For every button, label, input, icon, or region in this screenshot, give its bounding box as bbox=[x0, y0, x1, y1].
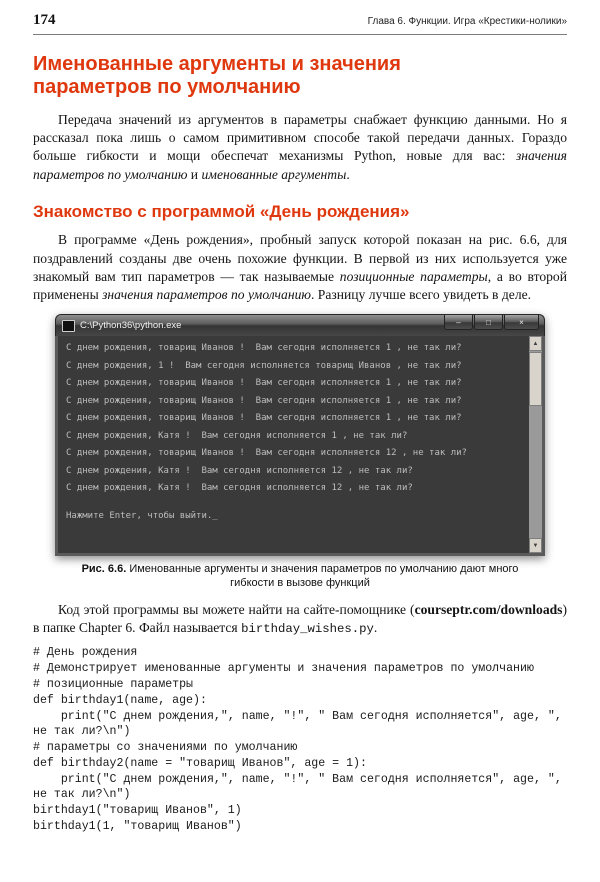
maximize-button[interactable]: □ bbox=[474, 315, 503, 330]
section-title-named-arguments: Именованные аргументы и значения параметров по умолчанию bbox=[33, 53, 401, 98]
console-exit-prompt: Нажмите Enter, чтобы выйти._ bbox=[66, 510, 218, 521]
console-line: С днем рождения, товарищ Иванов ! Вам сегодня исполняется 1 , не так ли? bbox=[66, 343, 462, 354]
scroll-down-icon[interactable]: ▼ bbox=[529, 538, 542, 553]
code-line: birthday1(1, "товарищ Иванов") bbox=[33, 819, 242, 833]
code-line: # День рождения bbox=[33, 646, 138, 660]
code-listing bbox=[33, 645, 567, 834]
text-run: . bbox=[373, 619, 378, 635]
minimize-button[interactable]: – bbox=[444, 315, 473, 330]
scrollbar-thumb[interactable] bbox=[529, 352, 542, 406]
download-site-url: courseptr.com/downloads bbox=[414, 601, 563, 617]
code-line: # Демонстрирует именованные аргументы и значения параметров по умолчанию bbox=[33, 662, 534, 676]
term-default-parameter-values: значения параметров по умолчанию bbox=[102, 286, 311, 302]
figure-6-6 bbox=[33, 314, 567, 591]
page-header bbox=[33, 12, 567, 35]
term-keyword-arguments: именованные аргументы bbox=[201, 166, 347, 182]
code-line: def birthday1(name, age): bbox=[33, 693, 207, 707]
code-line: birthday1("товарищ Иванов", 1) bbox=[33, 804, 242, 818]
window-controls bbox=[443, 315, 544, 330]
console-line: С днем рождения, товарищ Иванов ! Вам сегодня исполняется 12 , не так ли? bbox=[66, 448, 467, 459]
code-line: print("С днем рождения,", name, "!", " Вам сегодня исполняется", age, ", не так ли?\n") bbox=[33, 709, 569, 739]
text-run: . bbox=[346, 166, 350, 182]
figure-caption-text: Именованные аргументы и значения параметров по умолчанию дают много гибкости в вызове функций bbox=[126, 563, 519, 590]
text-run: Код этой программы вы можете найти на сайте-помощнике ( bbox=[58, 601, 415, 617]
term-positional-parameters: позиционные параметры bbox=[339, 268, 488, 284]
console-line: С днем рождения, товарищ Иванов ! Вам сегодня исполняется 1 , не так ли? bbox=[66, 378, 462, 389]
code-line: # позиционные параметры bbox=[33, 677, 194, 691]
figure-caption bbox=[60, 562, 540, 591]
console-line: С днем рождения, Катя ! Вам сегодня исполняется 12 , не так ли? bbox=[66, 465, 413, 476]
console-output-area bbox=[55, 336, 545, 556]
section-title-birthday-program: Знакомство с программой «День рождения» bbox=[33, 201, 410, 221]
console-line: С днем рождения, Катя ! Вам сегодня исполняется 1 , не так ли? bbox=[66, 430, 408, 441]
filename-birthday-wishes: birthday_wishes.py bbox=[241, 621, 374, 636]
text-run: и bbox=[187, 166, 202, 182]
console-line: С днем рождения, Катя ! Вам сегодня исполняется 12 , не так ли? bbox=[66, 483, 413, 494]
text-run: Передача значений из аргументов в параметры снабжает функцию данными. Но я рассказал пока лишь о самом примитивном способе такой передачи данных. Гораздо больше гибкости и мощи обеспечат механизмы Python, новые для вас: bbox=[33, 112, 567, 164]
figure-label: Рис. 6.6. bbox=[81, 563, 127, 576]
page-number: 174 bbox=[33, 12, 56, 28]
console-window-title: C:\Python36\python.exe bbox=[80, 320, 182, 332]
code-line: def birthday2(name = "товарищ Иванов", age = 1): bbox=[33, 756, 367, 770]
text-run: . Разницу лучше всего увидеть в деле. bbox=[310, 286, 532, 302]
text-run: , а во второй применены bbox=[33, 268, 567, 302]
term-default-values: значения параметров по умолчанию bbox=[33, 148, 567, 182]
text-run: В программе «День рождения», пробный запуск которой показан на рис. 6.6, для поздравлений созданы две очень похожие функции. В первой из них используется уже знакомый вам тип параметров — так называемые bbox=[33, 232, 567, 284]
scroll-up-icon[interactable]: ▲ bbox=[529, 336, 542, 351]
paragraph-birthday-program bbox=[33, 231, 567, 304]
paragraph-download-info bbox=[33, 601, 567, 638]
scrollbar-track[interactable] bbox=[529, 407, 542, 538]
console-line: С днем рождения, товарищ Иванов ! Вам сегодня исполняется 1 , не так ли? bbox=[66, 395, 462, 406]
console-window bbox=[55, 314, 545, 556]
paragraph-named-arguments bbox=[33, 111, 567, 184]
console-line: С днем рождения, 1 ! Вам сегодня исполняется товарищ Иванов , не так ли? bbox=[66, 360, 462, 371]
console-line: С днем рождения, товарищ Иванов ! Вам сегодня исполняется 1 , не так ли? bbox=[66, 413, 462, 424]
console-app-icon bbox=[62, 320, 75, 332]
console-output bbox=[58, 336, 529, 553]
running-title: Глава 6. Функции. Игра «Крестики-нолики» bbox=[367, 16, 567, 27]
code-line: # параметры со значениями по умолчанию bbox=[33, 741, 298, 755]
text-run: ) в папке Chapter 6. Файл называется bbox=[33, 601, 567, 635]
console-scrollbar[interactable] bbox=[529, 336, 542, 553]
close-button[interactable]: × bbox=[504, 315, 539, 330]
code-line: print("С днем рождения,", name, "!", " Вам сегодня исполняется", age, ", не так ли?\n") bbox=[33, 772, 569, 802]
console-titlebar[interactable] bbox=[55, 314, 545, 336]
